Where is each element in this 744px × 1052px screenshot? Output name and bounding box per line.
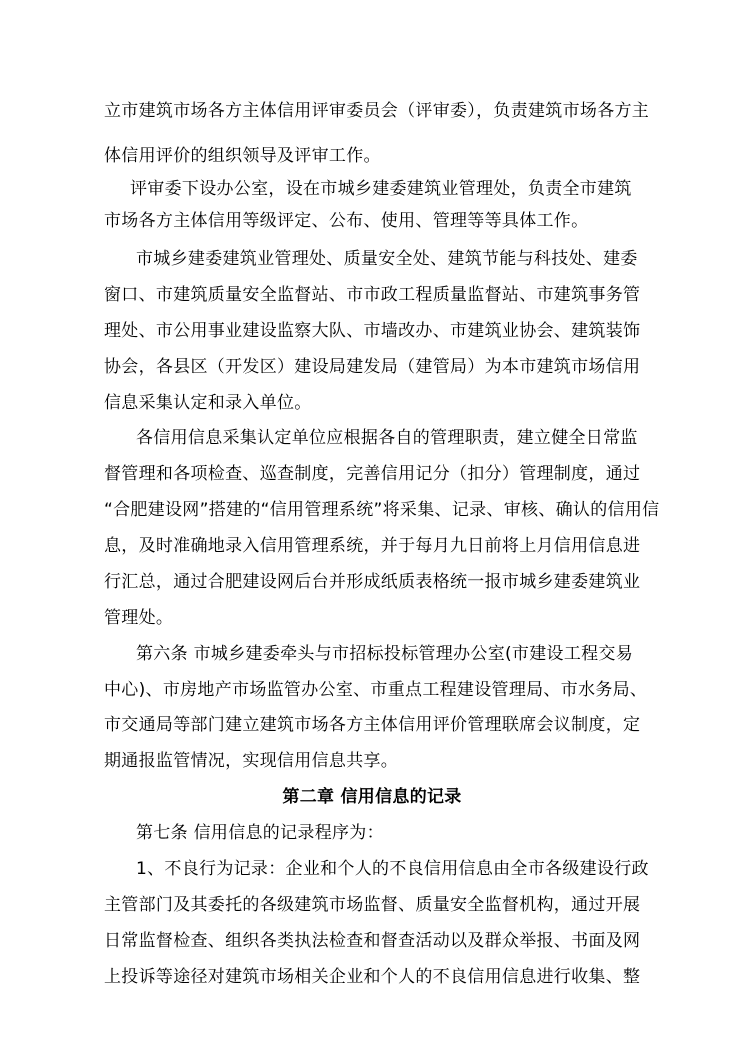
paragraph-line: 第七条 信用信息的记录程序为：	[136, 823, 384, 843]
paragraph-line: 中心)、市房地产市场监管办公室、市重点工程建设管理局、市水务局、	[104, 680, 648, 700]
paragraph-line: 督管理和各项检查、巡查制度，完善信用记分（扣分）管理制度，通过	[104, 464, 641, 484]
paragraph-line: “合肥建设网”搭建的“信用管理系统”将采集、记录、审核、确认的信用信	[104, 500, 660, 520]
paragraph-line: 日常监督检查、组织各类执法检查和督查活动以及群众举报、书面及网	[104, 931, 641, 951]
paragraph-line: 上投诉等途径对建筑市场相关企业和个人的不良信用信息进行收集、整	[104, 967, 641, 987]
paragraph-line: 协会，各县区（开发区）建设局建发局（建管局）为本市建筑市场信用	[104, 357, 641, 377]
paragraph-line: 行汇总，通过合肥建设网后台并形成纸质表格统一报市城乡建委建筑业	[104, 572, 641, 592]
paragraph-line: 评审委下设办公室，设在市城乡建委建筑业管理处，负责全市建筑	[130, 179, 632, 199]
paragraph-line: 第六条 市城乡建委牵头与市招标投标管理办公室(市建设工程交易	[136, 644, 634, 664]
paragraph-line: 立市建筑市场各方主体信用评审委员会（评审委），负责建筑市场各方主	[104, 101, 650, 121]
paragraph-line: 窗口、市建筑质量安全监督站、市市政工程质量监督站、市建筑事务管	[104, 285, 641, 305]
chapter-heading: 第二章 信用信息的记录	[282, 787, 462, 807]
paragraph-line: 理处、市公用事业建设监察大队、市墙改办、市建筑业协会、建筑装饰	[104, 321, 641, 341]
paragraph-line: 市城乡建委建筑业管理处、质量安全处、建筑节能与科技处、建委	[136, 249, 638, 269]
paragraph-line: 主管部门及其委托的各级建筑市场监督、质量安全监督机构，通过开展	[104, 895, 641, 915]
paragraph-line: 息，及时准确地录入信用管理系统，并于每月九日前将上月信用信息进	[104, 536, 641, 556]
paragraph-line: 各信用信息采集认定单位应根据各自的管理职责，建立健全日常监	[136, 428, 638, 448]
paragraph-line: 信息采集认定和录入单位。	[104, 393, 312, 413]
paragraph-line: 管理处。	[104, 608, 174, 628]
paragraph-line: 期通报监管情况，实现信用信息共享。	[104, 751, 399, 771]
paragraph-line: 市交通局等部门建立建筑市场各方主体信用评价管理联席会议制度，定	[104, 715, 641, 735]
paragraph-line: 1、不良行为记录：企业和个人的不良信用信息由全市各级建设行政	[136, 859, 649, 879]
paragraph-line: 体信用评价的组织领导及评审工作。	[104, 146, 381, 166]
paragraph-line: 市场各方主体信用等级评定、公布、使用、管理等等具体工作。	[104, 211, 589, 231]
